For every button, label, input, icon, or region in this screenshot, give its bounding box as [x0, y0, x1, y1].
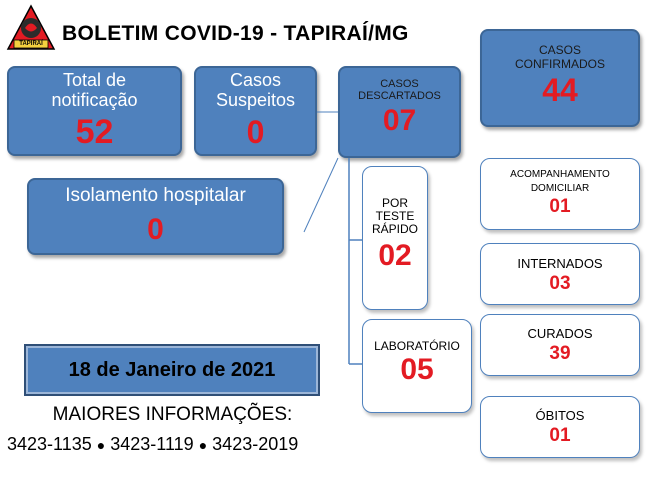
card-internados [480, 243, 640, 305]
card-value: 0 [147, 213, 164, 246]
phone-number[interactable]: 3423-1135 [7, 434, 92, 454]
card-value: 0 [246, 114, 265, 150]
phone-list [7, 434, 347, 455]
card-value: 01 [549, 196, 571, 217]
card-obitos [480, 396, 640, 458]
card-label: CURADOS [527, 326, 593, 341]
phone-number[interactable]: 3423-1119 [110, 434, 194, 454]
card-value: 07 [382, 104, 417, 137]
card-label: Casos [229, 70, 282, 90]
logo-text: TAPIRAÍ [19, 41, 43, 47]
card-value: 03 [549, 273, 571, 294]
card-value: 02 [378, 239, 412, 272]
card-label: DOMICILIAR [530, 183, 590, 194]
card-curados [480, 314, 640, 376]
card-acompanhamento-domiciliar [480, 158, 640, 230]
card-label: notificação [51, 90, 138, 110]
phone-number[interactable]: 3423-2019 [212, 434, 299, 454]
card-label: DESCARTADOS [358, 90, 441, 102]
card-label: CASOS [380, 78, 419, 90]
card-label: ACOMPANHAMENTO [510, 169, 610, 180]
card-label: TESTE [375, 209, 415, 223]
card-value: 05 [400, 353, 434, 386]
card-label: POR [381, 196, 408, 210]
date-banner [24, 344, 320, 396]
page-title: BOLETIM COVID-19 - TAPIRAÍ/MG [62, 22, 409, 45]
card-label: RÁPIDO [371, 222, 418, 236]
date-text: 18 de Janeiro de 2021 [68, 359, 276, 381]
card-value: 52 [75, 113, 114, 151]
bullet-icon: ● [96, 437, 106, 453]
bullet-icon: ● [198, 437, 208, 453]
info-heading: MAIORES INFORMAÇÕES: [52, 404, 293, 425]
card-label: INTERNADOS [517, 256, 603, 271]
card-value: 01 [549, 425, 571, 446]
card-label: CASOS [538, 43, 581, 57]
card-label: ÓBITOS [535, 408, 585, 423]
card-label: CONFIRMADOS [515, 57, 605, 71]
card-label: Isolamento hospitalar [65, 185, 246, 206]
card-value: 39 [549, 343, 571, 364]
card-label: LABORATÓRIO [374, 339, 460, 353]
card-teste-rapido [362, 166, 428, 310]
card-value: 44 [542, 72, 578, 108]
card-label: Suspeitos [215, 90, 296, 110]
card-label: Total de [62, 70, 127, 90]
card-laboratorio [362, 319, 472, 413]
